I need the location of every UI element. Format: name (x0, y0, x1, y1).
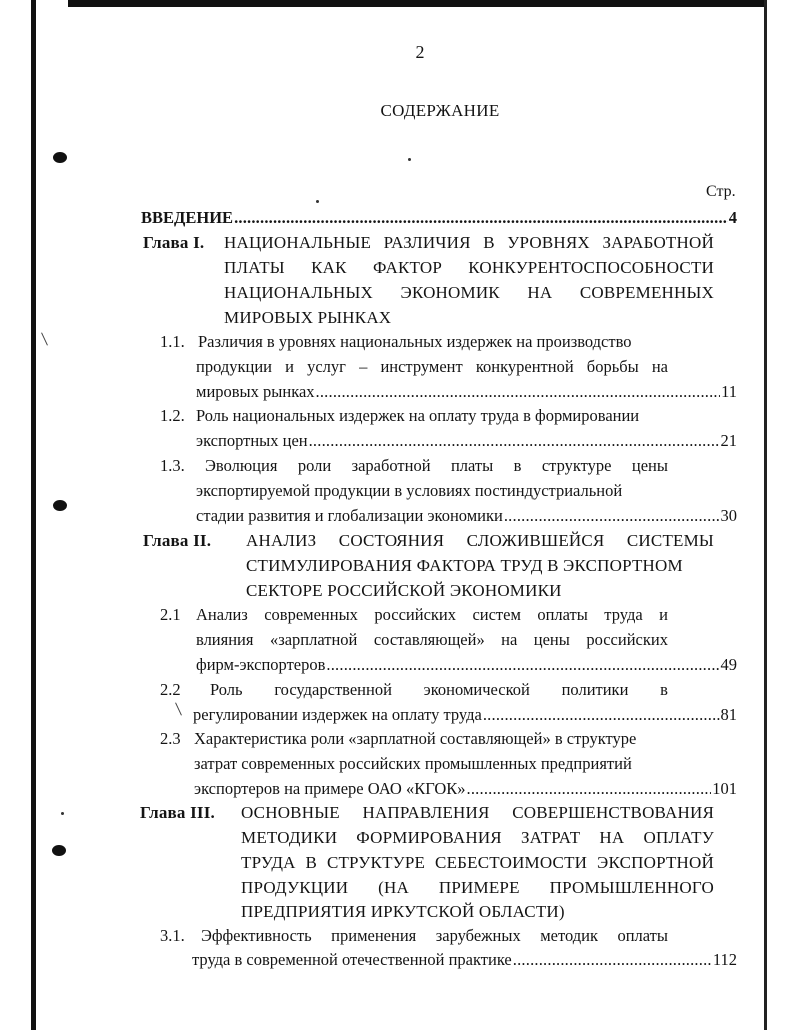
chapter3-title-line4 (241, 876, 714, 900)
section-1-1-line3 (196, 380, 737, 404)
scan-speck (408, 158, 411, 161)
section-1-3-line3 (196, 504, 737, 528)
word: борьбы (586, 357, 639, 376)
word: инструмент (380, 357, 463, 376)
dot-leader (234, 206, 728, 230)
chapter2-title-line3: СЕКТОРЕ РОССИЙСКОЙ ЭКОНОМИКИ (246, 581, 562, 600)
word: АНАЛИЗ (246, 531, 317, 550)
chapter3-label: Глава III. (140, 803, 215, 822)
word: современных (264, 605, 358, 624)
section-1-3-line2: экспортируемой продукции в условиях постиндустриальной (196, 481, 623, 500)
word: российских (374, 605, 457, 624)
dot-leader (467, 777, 712, 801)
word: СТРУКТУРЕ (326, 853, 426, 872)
word: на (501, 630, 518, 649)
word: – (359, 357, 368, 376)
word: СЛОЖИВШЕЙСЯ (466, 531, 605, 550)
word: составляющей» (373, 630, 485, 649)
word: платы (450, 456, 494, 475)
dot-leader (316, 380, 721, 404)
word: и (659, 605, 668, 624)
scan-mark (175, 702, 182, 715)
word: Эволюция (205, 456, 278, 475)
word: В (305, 853, 318, 872)
word: СОВРЕМЕННЫХ (579, 283, 714, 302)
section-1-1-line1: Различия в уровнях национальных издержек на производство (198, 332, 632, 351)
word: на (651, 357, 668, 376)
scan-edge-right (764, 0, 767, 1030)
word: продукции (196, 357, 273, 376)
word: НАЦИОНАЛЬНЫХ (224, 283, 374, 302)
word: КОНКУРЕНТОСПОСОБНОСТИ (468, 258, 714, 277)
section-page: 112 (712, 950, 737, 969)
word: ЗАТРАТ (520, 828, 581, 847)
word: СОВЕРШЕНСТВОВАНИЯ (512, 803, 714, 822)
dot-leader (326, 653, 719, 677)
scan-edge-left (31, 0, 36, 1030)
word: В (483, 233, 495, 252)
section-1-1-line2 (196, 355, 668, 379)
scan-mark (41, 332, 48, 345)
section-1-2-line1: Роль национальных издержек на оплату труда в формировании (196, 406, 640, 425)
section-page: 30 (720, 506, 737, 525)
word: СЕБЕСТОИМОСТИ (435, 853, 588, 872)
word: конкурентной (475, 357, 574, 376)
word: в (660, 680, 668, 699)
section-page: 11 (721, 382, 737, 401)
word: зарубежных (435, 926, 521, 945)
word: и (285, 357, 294, 376)
word: методик (540, 926, 598, 945)
section-1-2-line2 (196, 429, 737, 453)
section-2-1-line3 (196, 653, 737, 677)
word: «зарплатной (269, 630, 358, 649)
word: ФОРМИРОВАНИЯ (356, 828, 502, 847)
word: ФАКТОР (372, 258, 443, 277)
word: систем (472, 605, 521, 624)
intro-page: 4 (728, 208, 737, 227)
word: РАЗЛИЧИЯ (383, 233, 471, 252)
scan-edge-top (68, 0, 767, 7)
chapter1-title-line4: МИРОВЫХ РЫНКАХ (224, 308, 392, 327)
word: оплаты (617, 926, 668, 945)
section-number: 1.3. (160, 456, 185, 475)
punch-hole-mark (53, 152, 67, 163)
section-1-3-line1 (205, 454, 668, 478)
chapter2-title-line1 (246, 529, 714, 553)
word: заработной (351, 456, 431, 475)
chapter3-title-line1 (241, 801, 714, 825)
word: (НА (378, 878, 409, 897)
section-text: стадии развития и глобализации экономики (196, 506, 503, 525)
word: цены (631, 456, 668, 475)
section-text: фирм-экспортеров (196, 655, 326, 674)
word: КАК (311, 258, 347, 277)
chapter3-title-line3 (241, 851, 714, 875)
word: Эффективность (201, 926, 312, 945)
section-number: 1.1. (160, 332, 185, 351)
section-number: 1.2. (160, 406, 185, 425)
section-page: 49 (720, 655, 737, 674)
word: цены (533, 630, 570, 649)
word: Роль (210, 680, 243, 699)
toc-entry-intro (141, 206, 737, 230)
word: труда (604, 605, 643, 624)
chapter3-title-line2 (241, 826, 714, 850)
section-text: регулировании издержек на оплату труда (193, 705, 482, 724)
word: ПРИМЕРЕ (438, 878, 520, 897)
word: государственной (274, 680, 392, 699)
word: ТРУДА (241, 853, 296, 872)
word: ПРОМЫШЛЕННОГО (549, 878, 714, 897)
word: ЭКСПОРТНОЙ (597, 853, 714, 872)
section-2-3-line1: Характеристика роли «зарплатной составляющей» в структуре (194, 729, 637, 748)
section-number: 3.1. (160, 926, 185, 945)
section-page: 21 (720, 431, 737, 450)
punch-hole-mark (52, 845, 66, 856)
page-column-label: Стр. (706, 183, 736, 200)
word: ОПЛАТУ (643, 828, 714, 847)
section-2-2-line2 (193, 703, 737, 727)
chapter1-label: Глава I. (143, 233, 205, 252)
word: ПРОДУКЦИИ (241, 878, 349, 897)
word: оплаты (537, 605, 588, 624)
word: ПЛАТЫ (224, 258, 285, 277)
chapter1-title-line1 (224, 231, 714, 255)
chapter1-title-line2 (224, 256, 714, 280)
word: применения (331, 926, 417, 945)
word: НА (527, 283, 553, 302)
chapter1-title-line3 (224, 281, 714, 305)
word: услуг (307, 357, 346, 376)
scan-speck (316, 200, 319, 203)
word: СОСТОЯНИЯ (338, 531, 445, 550)
section-number: 2.3 (160, 729, 181, 748)
punch-hole-mark (53, 500, 67, 511)
word: МЕТОДИКИ (241, 828, 338, 847)
word: российских (586, 630, 668, 649)
section-number: 2.1 (160, 605, 181, 624)
section-text: мировых рынках (196, 382, 315, 401)
section-2-1-line2 (196, 628, 668, 652)
word: политики (561, 680, 629, 699)
section-page: 81 (720, 705, 737, 724)
word: УРОВНЯХ (507, 233, 590, 252)
section-text: экспортных цен (196, 431, 308, 450)
section-3-1-line1 (201, 924, 668, 948)
word: НА (599, 828, 625, 847)
word: СИСТЕМЫ (626, 531, 714, 550)
section-2-2-line1 (210, 678, 668, 702)
page-number: 2 (415, 42, 425, 62)
word: ЭКОНОМИК (400, 283, 500, 302)
section-2-1-line1 (196, 603, 668, 627)
word: ЗАРАБОТНОЙ (602, 233, 714, 252)
section-text: труда в современной отечественной практике (192, 950, 512, 969)
page-title: СОДЕРЖАНИЕ (380, 101, 500, 120)
word: структуре (541, 456, 612, 475)
intro-label: ВВЕДЕНИЕ (141, 208, 234, 227)
section-number: 2.2 (160, 680, 181, 699)
chapter3-title-line5: ПРЕДПРИЯТИЯ ИРКУТСКОЙ ОБЛАСТИ) (241, 902, 565, 921)
word: влияния (196, 630, 254, 649)
section-page: 101 (712, 779, 737, 798)
word: экономической (423, 680, 530, 699)
word: НАЦИОНАЛЬНЫЕ (224, 233, 372, 252)
section-3-1-line2 (192, 948, 737, 972)
section-2-3-line3 (194, 777, 737, 801)
chapter2-title-line2: СТИМУЛИРОВАНИЯ ФАКТОРА ТРУД В ЭКСПОРТНОМ (246, 556, 683, 575)
section-2-3-line2: затрат современных российских промышленных предприятий (194, 754, 632, 773)
word: Анализ (196, 605, 248, 624)
word: ОСНОВНЫЕ (241, 803, 340, 822)
word: в (513, 456, 522, 475)
word: НАПРАВЛЕНИЯ (362, 803, 490, 822)
scan-speck (61, 812, 64, 815)
word: роли (297, 456, 332, 475)
dot-leader (513, 948, 712, 972)
dot-leader (504, 504, 720, 528)
section-text: экспортеров на примере ОАО «КГОК» (194, 779, 466, 798)
dot-leader (309, 429, 720, 453)
dot-leader (483, 703, 720, 727)
chapter2-label: Глава II. (143, 531, 212, 550)
